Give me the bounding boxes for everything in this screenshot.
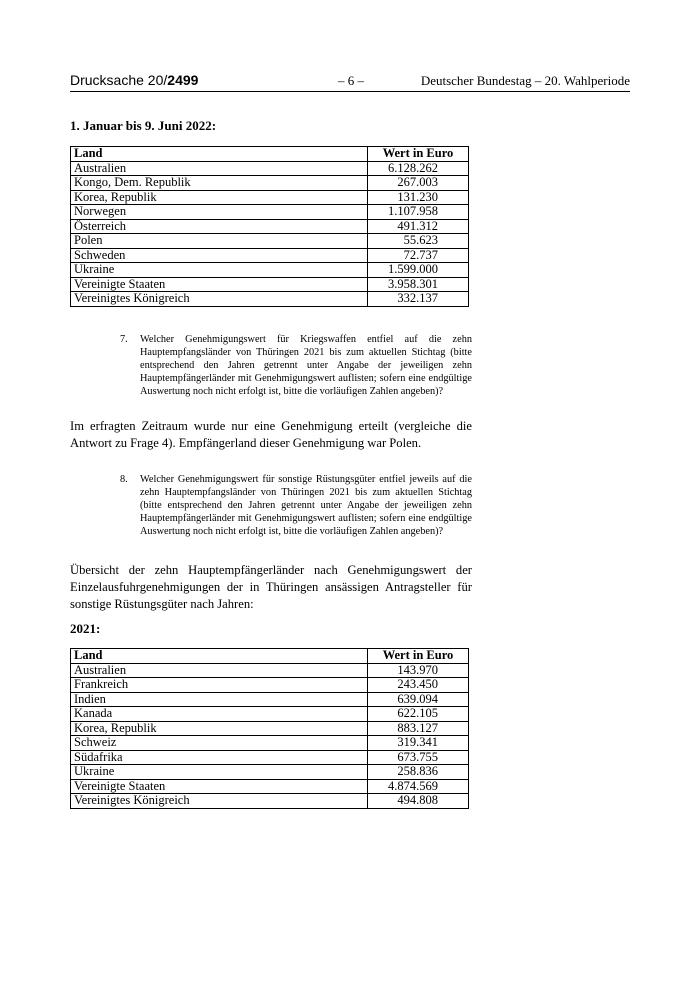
page-number: – 6 – xyxy=(338,73,364,88)
cell-land: Indien xyxy=(71,692,368,707)
cell-wert: 267.003 xyxy=(368,176,469,191)
column-header-wert: Wert in Euro xyxy=(368,147,469,162)
document-label: Drucksache 20/ xyxy=(70,72,168,88)
table-row xyxy=(71,794,469,809)
cell-land: Ukraine xyxy=(71,765,368,780)
column-header-land: Land xyxy=(71,147,368,162)
question-8 xyxy=(120,473,472,538)
table-row xyxy=(71,176,469,191)
cell-land: Schweiz xyxy=(71,736,368,751)
section-heading-2022: 1. Januar bis 9. Juni 2022: xyxy=(70,118,217,133)
cell-land: Frankreich xyxy=(71,678,368,693)
cell-wert: 332.137 xyxy=(368,292,469,307)
cell-wert: 491.312 xyxy=(368,219,469,234)
cell-land: Kongo, Dem. Republik xyxy=(71,176,368,191)
table-row xyxy=(71,736,469,751)
cell-land: Australien xyxy=(71,161,368,176)
cell-land: Korea, Republik xyxy=(71,190,368,205)
table-row xyxy=(71,263,469,278)
table-row xyxy=(71,292,469,307)
column-header-wert: Wert in Euro xyxy=(368,649,469,664)
cell-wert: 258.836 xyxy=(368,765,469,780)
table-header-row xyxy=(71,147,469,162)
cell-wert: 1.599.000 xyxy=(368,263,469,278)
cell-land: Schweden xyxy=(71,248,368,263)
table-row xyxy=(71,779,469,794)
cell-wert: 143.970 xyxy=(368,663,469,678)
document-number xyxy=(70,72,198,88)
table-row xyxy=(71,663,469,678)
table-row xyxy=(71,678,469,693)
cell-wert: 639.094 xyxy=(368,692,469,707)
cell-land: Südafrika xyxy=(71,750,368,765)
question-text: Welcher Genehmigungswert für Kriegswaffen entfiel auf die zehn Hauptempfangsländer von Thüringen 2021 bis zum aktuellen Stichtag (bitte entsprechend den Jahren getrennt unter Angabe der jeweiligen zehn Hauptempfängerländer mit Genehmigungswert auflisten; sofern eine endgültige Auswertung noch nicht erfolgt ist, bitte die vorläufigen Zahlen angeben)? xyxy=(140,334,472,397)
table-row xyxy=(71,707,469,722)
cell-land: Polen xyxy=(71,234,368,249)
cell-wert: 494.808 xyxy=(368,794,469,809)
cell-wert: 243.450 xyxy=(368,678,469,693)
cell-wert: 673.755 xyxy=(368,750,469,765)
question-number: 8. xyxy=(120,474,128,485)
table-row xyxy=(71,277,469,292)
cell-land: Vereinigtes Königreich xyxy=(71,292,368,307)
cell-land: Ukraine xyxy=(71,263,368,278)
cell-wert: 131.230 xyxy=(368,190,469,205)
table-row xyxy=(71,750,469,765)
section-heading-2021: 2021: xyxy=(70,621,101,636)
table-row xyxy=(71,161,469,176)
cell-wert: 55.623 xyxy=(368,234,469,249)
question-text: Welcher Genehmigungswert für sonstige Rüstungsgüter entfiel jeweils auf die zehn Hauptempfangsländer von Thüringen 2021 bis zum aktuellen Stichtag (bitte entsprechend den Jahren getrennt unter Angabe der jeweiligen zehn Hauptempfängerländer mit Genehmigungswert auflisten; sofern eine endgültige Auswertung noch nicht erfolgt ist, bitte die vorläufigen Zahlen angeben)? xyxy=(140,474,472,537)
table-row xyxy=(71,248,469,263)
cell-land: Kanada xyxy=(71,707,368,722)
question-number: 7. xyxy=(120,334,128,345)
table-row xyxy=(71,765,469,780)
table-row xyxy=(71,205,469,220)
cell-land: Australien xyxy=(71,663,368,678)
cell-wert: 883.127 xyxy=(368,721,469,736)
table-header-row xyxy=(71,649,469,664)
cell-wert: 6.128.262 xyxy=(368,161,469,176)
cell-wert: 3.958.301 xyxy=(368,277,469,292)
cell-land: Korea, Republik xyxy=(71,721,368,736)
cell-land: Vereinigtes Königreich xyxy=(71,794,368,809)
table-2022 xyxy=(70,146,469,307)
page-header xyxy=(70,72,630,90)
table-row xyxy=(71,190,469,205)
table-row xyxy=(71,219,469,234)
table-2021 xyxy=(70,648,469,809)
question-7 xyxy=(120,333,472,398)
cell-land: Norwegen xyxy=(71,205,368,220)
header-publisher: Deutscher Bundestag – 20. Wahlperiode xyxy=(420,73,630,88)
cell-land: Vereinigte Staaten xyxy=(71,277,368,292)
header-rule xyxy=(70,91,630,92)
table-row xyxy=(71,692,469,707)
answer-8: Übersicht der zehn Hauptempfängerländer nach Genehmigungswert der Einzelausfuhrgenehmigungen der in Thüringen ansässigen Antragsteller für sonstige Rüstungsgüter nach Jahren: xyxy=(70,563,472,611)
cell-wert: 4.874.569 xyxy=(368,779,469,794)
column-header-land: Land xyxy=(71,649,368,664)
cell-wert: 1.107.958 xyxy=(368,205,469,220)
cell-wert: 72.737 xyxy=(368,248,469,263)
table-row xyxy=(71,721,469,736)
answer-7: Im erfragten Zeitraum wurde nur eine Genehmigung erteilt (vergleiche die Antwort zu Frage 4). Empfängerland dieser Genehmigung war Polen. xyxy=(70,419,472,450)
cell-land: Österreich xyxy=(71,219,368,234)
document-number-value: 2499 xyxy=(167,72,199,88)
cell-land: Vereinigte Staaten xyxy=(71,779,368,794)
table-row xyxy=(71,234,469,249)
cell-wert: 622.105 xyxy=(368,707,469,722)
cell-wert: 319.341 xyxy=(368,736,469,751)
